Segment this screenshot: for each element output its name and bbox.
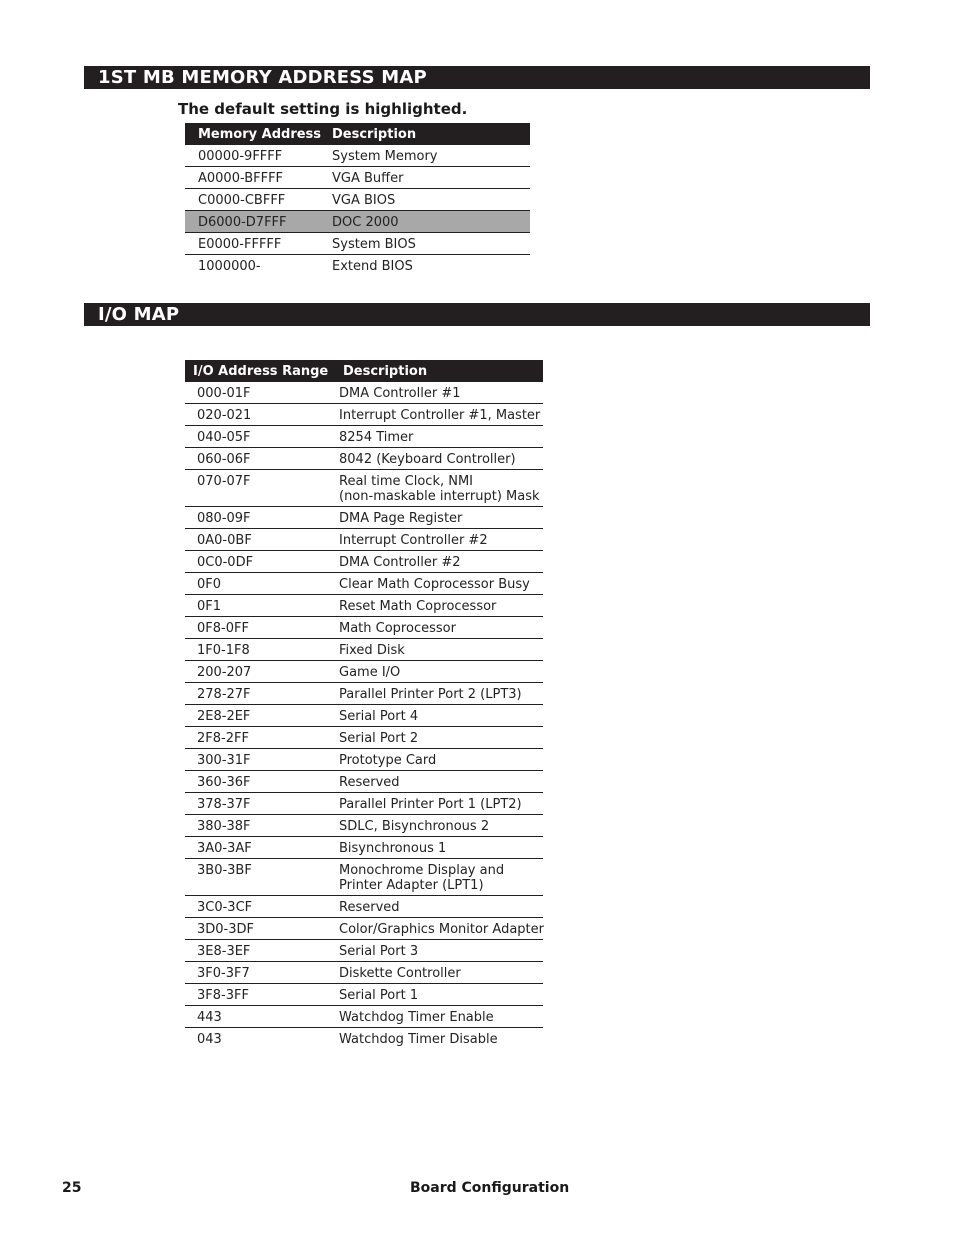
description-cell: Game I/O xyxy=(339,665,401,680)
table-row xyxy=(185,984,543,1006)
table-header xyxy=(185,360,543,382)
description-cell: Watchdog Timer Disable xyxy=(339,1032,498,1047)
description-cell: DMA Page Register xyxy=(339,511,463,526)
table-row xyxy=(185,507,543,529)
table-row xyxy=(185,918,543,940)
io-range-cell: 080-09F xyxy=(197,511,251,526)
description-cell: DMA Controller #2 xyxy=(339,555,461,570)
table-row xyxy=(185,940,543,962)
description-cell: Interrupt Controller #2 xyxy=(339,533,488,548)
table-row xyxy=(185,551,543,573)
column-header-description: Description xyxy=(332,127,417,142)
description-cell: SDLC, Bisynchronous 2 xyxy=(339,819,490,834)
table-row xyxy=(185,573,543,595)
io-range-cell: 3E8-3EF xyxy=(197,944,251,959)
table-row xyxy=(185,749,543,771)
table-row xyxy=(185,1006,543,1028)
column-header-memory-address: Memory Address xyxy=(198,127,322,142)
description-cell: Reserved xyxy=(339,775,400,790)
memory-address-cell: C0000-CBFFF xyxy=(198,193,286,208)
io-range-cell: 0F8-0FF xyxy=(197,621,249,636)
description-cell: Serial Port 4 xyxy=(339,709,419,724)
footer-chapter-title: Board Configuration xyxy=(410,1180,570,1196)
table-row xyxy=(185,404,543,426)
description-cell: Parallel Printer Port 2 (LPT3) xyxy=(339,687,522,702)
table-row xyxy=(185,233,530,255)
table-row xyxy=(185,255,530,277)
io-range-cell: 0C0-0DF xyxy=(197,555,254,570)
table-row xyxy=(185,793,543,815)
table-row xyxy=(185,661,543,683)
memory-address-cell: 1000000- xyxy=(198,259,261,274)
table-row xyxy=(185,896,543,918)
io-range-cell: 020-021 xyxy=(197,408,252,423)
io-range-cell: 3D0-3DF xyxy=(197,922,255,937)
io-range-cell: 3C0-3CF xyxy=(197,900,253,915)
description-cell: Real time Clock, NMI (non-maskable interrupt) Mask xyxy=(339,474,540,504)
description-cell: DOC 2000 xyxy=(332,215,399,230)
table-row xyxy=(185,962,543,984)
io-range-cell: 0F0 xyxy=(197,577,222,592)
description-cell: VGA Buffer xyxy=(332,171,404,186)
column-header-description: Description xyxy=(343,364,428,379)
table-row xyxy=(185,167,530,189)
io-range-cell: 3A0-3AF xyxy=(197,841,252,856)
io-range-cell: 0F1 xyxy=(197,599,222,614)
table-row xyxy=(185,815,543,837)
description-cell: Clear Math Coprocessor Busy xyxy=(339,577,530,592)
io-range-cell: 043 xyxy=(197,1032,222,1047)
io-range-cell: 378-37F xyxy=(197,797,251,812)
description-cell: Prototype Card xyxy=(339,753,437,768)
table-row xyxy=(185,595,543,617)
description-cell: Parallel Printer Port 1 (LPT2) xyxy=(339,797,522,812)
io-range-cell: 070-07F xyxy=(197,474,251,489)
description-cell: 8254 Timer xyxy=(339,430,414,445)
table-row xyxy=(185,529,543,551)
description-cell: VGA BIOS xyxy=(332,193,396,208)
description-cell: Watchdog Timer Enable xyxy=(339,1010,494,1025)
memory-address-table xyxy=(185,123,530,277)
description-cell: DMA Controller #1 xyxy=(339,386,461,401)
io-range-cell: 2E8-2EF xyxy=(197,709,251,724)
description-cell: Monochrome Display and Printer Adapter (LPT1) xyxy=(339,863,505,893)
table-row xyxy=(185,426,543,448)
io-range-cell: 200-207 xyxy=(197,665,252,680)
memory-address-cell: 00000-9FFFF xyxy=(198,149,283,164)
table-row xyxy=(185,705,543,727)
description-cell: Bisynchronous 1 xyxy=(339,841,447,856)
io-range-cell: 278-27F xyxy=(197,687,251,702)
memory-address-cell: D6000-D7FFF xyxy=(198,215,287,230)
io-range-cell: 0A0-0BF xyxy=(197,533,252,548)
io-range-cell: 300-31F xyxy=(197,753,251,768)
table-row xyxy=(185,727,543,749)
table-row xyxy=(185,771,543,793)
table-row xyxy=(185,683,543,705)
page-number: 25 xyxy=(62,1180,82,1196)
memory-address-cell: E0000-FFFFF xyxy=(198,237,282,252)
description-cell: Color/Graphics Monitor Adapter xyxy=(339,922,544,937)
io-address-table xyxy=(185,360,543,1050)
default-setting-note: The default setting is highlighted. xyxy=(178,100,468,118)
io-range-cell: 360-36F xyxy=(197,775,251,790)
table-row xyxy=(185,470,543,507)
io-range-cell: 443 xyxy=(197,1010,222,1025)
description-cell: System Memory xyxy=(332,149,438,164)
table-row xyxy=(185,189,530,211)
table-row xyxy=(185,145,530,167)
description-cell: Reset Math Coprocessor xyxy=(339,599,497,614)
io-range-cell: 1F0-1F8 xyxy=(197,643,250,658)
io-range-cell: 060-06F xyxy=(197,452,251,467)
io-range-cell: 000-01F xyxy=(197,386,251,401)
description-cell: Math Coprocessor xyxy=(339,621,456,636)
io-map-section-title: I/O MAP xyxy=(84,303,870,326)
description-cell: Serial Port 3 xyxy=(339,944,419,959)
description-cell: 8042 (Keyboard Controller) xyxy=(339,452,516,467)
description-cell: Interrupt Controller #1, Master xyxy=(339,408,541,423)
io-range-cell: 040-05F xyxy=(197,430,251,445)
table-row xyxy=(185,639,543,661)
memory-map-section-title: 1ST MB MEMORY ADDRESS MAP xyxy=(84,66,870,89)
description-cell: Extend BIOS xyxy=(332,259,413,274)
column-header-io-address-range: I/O Address Range xyxy=(193,364,329,379)
table-header xyxy=(185,123,530,145)
description-cell: Serial Port 2 xyxy=(339,731,419,746)
table-row xyxy=(185,617,543,639)
table-row xyxy=(185,211,530,233)
io-range-cell: 3B0-3BF xyxy=(197,863,252,878)
table-row xyxy=(185,837,543,859)
description-cell: Reserved xyxy=(339,900,400,915)
io-range-cell: 3F8-3FF xyxy=(197,988,249,1003)
io-range-cell: 380-38F xyxy=(197,819,251,834)
table-row xyxy=(185,448,543,470)
memory-address-cell: A0000-BFFFF xyxy=(198,171,284,186)
table-row xyxy=(185,859,543,896)
description-cell: Diskette Controller xyxy=(339,966,461,981)
description-cell: Serial Port 1 xyxy=(339,988,419,1003)
table-row xyxy=(185,1028,543,1050)
io-range-cell: 2F8-2FF xyxy=(197,731,249,746)
description-cell: System BIOS xyxy=(332,237,416,252)
table-row xyxy=(185,382,543,404)
io-range-cell: 3F0-3F7 xyxy=(197,966,250,981)
description-cell: Fixed Disk xyxy=(339,643,405,658)
